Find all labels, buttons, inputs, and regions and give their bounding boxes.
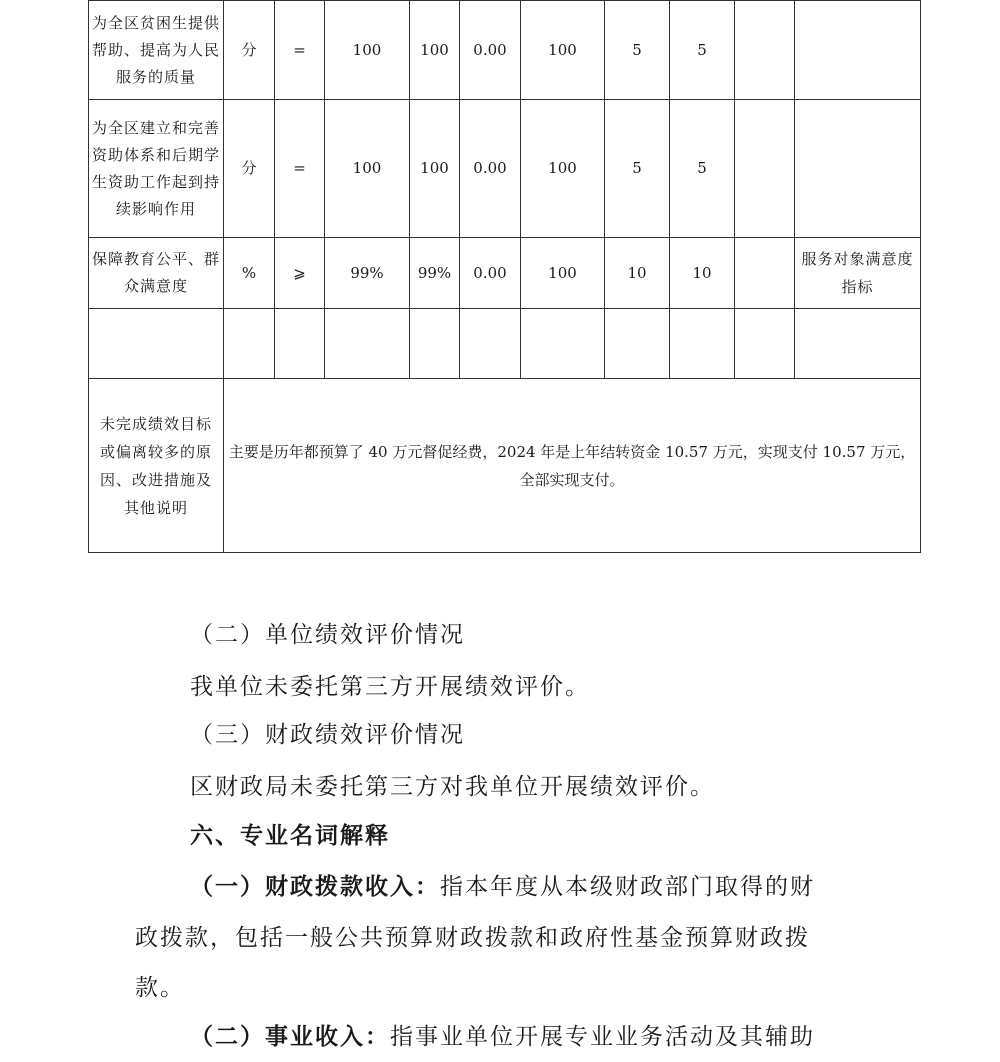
indicator-unit — [224, 309, 275, 379]
indicator-name: 保障教育公平、群众满意度 — [89, 238, 224, 309]
table-row — [89, 1, 921, 100]
term1-label: （一）财政拨款收入： — [190, 873, 440, 900]
target-value: 99% — [325, 238, 410, 309]
term1-definition: 指本年度从本级财政部门取得的财 — [440, 874, 815, 900]
term1-line3: 款。 — [135, 975, 185, 1001]
explanation-row — [89, 379, 921, 553]
score-rate-value: 100 — [521, 238, 605, 309]
score-rate-value: 100 — [521, 1, 605, 100]
actual-value: 100 — [410, 100, 460, 238]
target-value: 100 — [325, 100, 410, 238]
target-value: 100 — [325, 1, 410, 100]
indicator-unit: 分 — [224, 100, 275, 238]
note-cell — [795, 100, 921, 238]
unit-eval-text: 我单位未委托第三方开展绩效评价。 — [190, 674, 590, 700]
actual-value — [410, 309, 460, 379]
indicator-name — [89, 309, 224, 379]
table-row — [89, 238, 921, 309]
score-value: 5 — [670, 1, 735, 100]
indicator-unit: % — [224, 238, 275, 309]
table-row — [89, 309, 921, 379]
performance-table — [88, 0, 921, 553]
actual-value: 99% — [410, 238, 460, 309]
term2-definition: 指事业单位开展专业业务活动及其辅助 — [390, 1024, 815, 1050]
score-value — [670, 309, 735, 379]
explanation-label: 未完成绩效目标或偏离较多的原因、改进措施及其他说明 — [89, 379, 224, 553]
deviation-value: 0.00 — [460, 238, 521, 309]
actual-value: 100 — [410, 1, 460, 100]
weight-value: 10 — [605, 238, 670, 309]
deviation-value: 0.00 — [460, 100, 521, 238]
weight-value: 5 — [605, 100, 670, 238]
table-row — [89, 100, 921, 238]
score-rate-value — [521, 309, 605, 379]
reason-cell — [735, 100, 795, 238]
deviation-value: 0.00 — [460, 1, 521, 100]
fiscal-eval-text: 区财政局未委托第三方对我单位开展绩效评价。 — [190, 774, 715, 800]
deviation-value — [460, 309, 521, 379]
target-value — [325, 309, 410, 379]
glossary-heading: 六、专业名词解释 — [190, 822, 390, 849]
indicator-operator — [275, 309, 325, 379]
note-cell: 服务对象满意度指标 — [795, 238, 921, 309]
term1-line1 — [190, 862, 815, 912]
indicator-unit: 分 — [224, 1, 275, 100]
indicator-operator: = — [275, 1, 325, 100]
note-cell — [795, 309, 921, 379]
weight-value — [605, 309, 670, 379]
score-value: 10 — [670, 238, 735, 309]
reason-cell — [735, 1, 795, 100]
indicator-operator: ⩾ — [275, 238, 325, 309]
reason-cell — [735, 238, 795, 309]
score-rate-value: 100 — [521, 100, 605, 238]
weight-value: 5 — [605, 1, 670, 100]
unit-eval-heading: （二）单位绩效评价情况 — [190, 622, 465, 648]
score-value: 5 — [670, 100, 735, 238]
note-cell — [795, 1, 921, 100]
reason-cell — [735, 309, 795, 379]
term2-label: （二）事业收入： — [190, 1023, 390, 1050]
indicator-name: 为全区贫困生提供帮助、提高为人民服务的质量 — [89, 1, 224, 100]
indicator-name: 为全区建立和完善资助体系和后期学生资助工作起到持续影响作用 — [89, 100, 224, 238]
indicator-operator: = — [275, 100, 325, 238]
term1-line2: 政拨款，包括一般公共预算财政拨款和政府性基金预算财政拨 — [135, 925, 810, 951]
explanation-text: 主要是历年都预算了 40 万元督促经费，2024 年是上年结转资金 10.57 万元，实现支付 10.57 万元，全部实现支付。 — [224, 379, 921, 553]
term2-line1 — [190, 1012, 815, 1062]
fiscal-eval-heading: （三）财政绩效评价情况 — [190, 722, 465, 748]
